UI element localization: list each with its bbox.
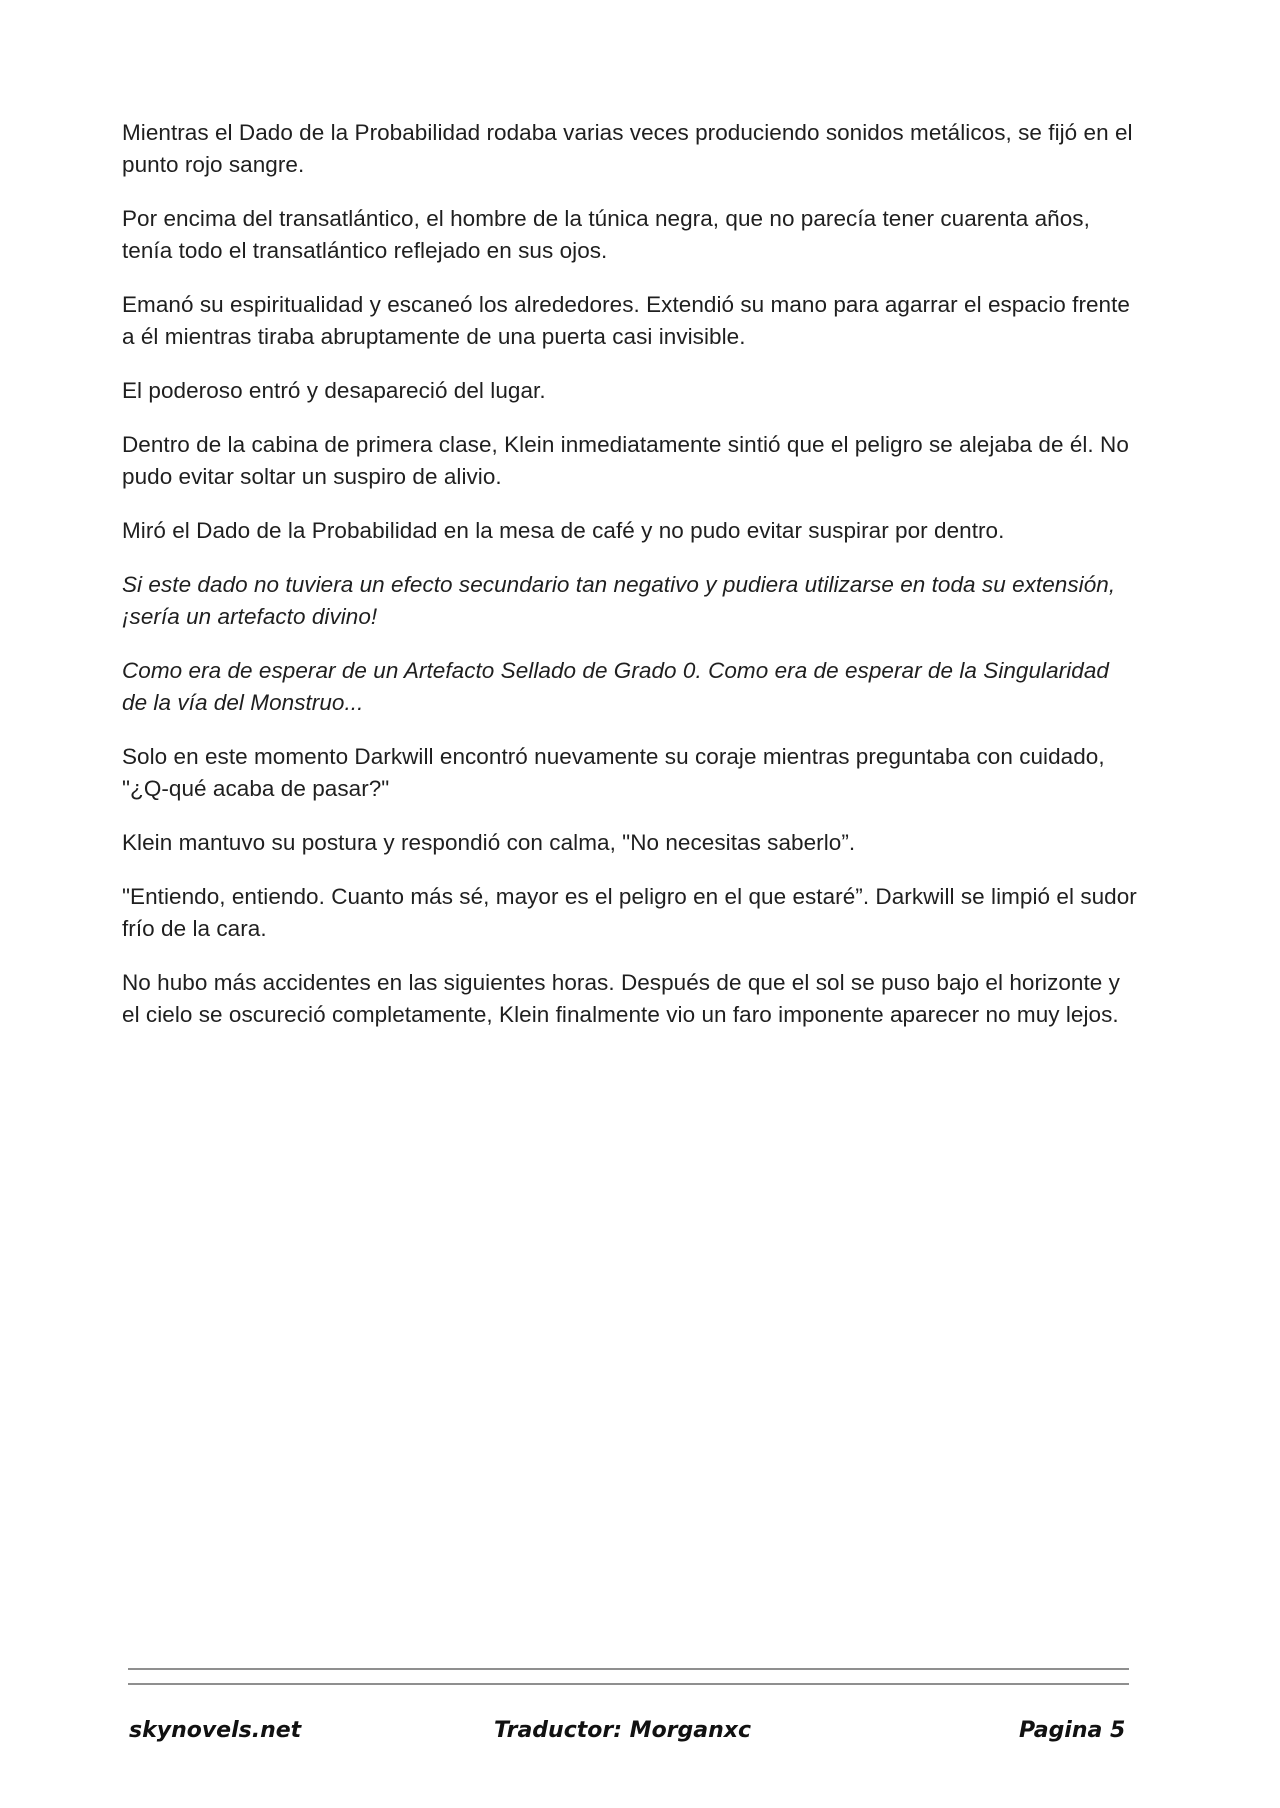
footer-page-number: Pagina 5 — [1019, 1718, 1126, 1743]
paragraph: "Entiendo, entiendo. Cuanto más sé, mayor es el peligro en el que estaré”. Darkwill se limpió el sudor frío de la cara. — [122, 884, 1137, 941]
paragraph: No hubo más accidentes en las siguientes horas. Después de que el sol se puso bajo el horizonte y el cielo se oscureció completamente, Klein finalmente vio un faro imponente aparecer no muy lejos. — [122, 970, 1120, 1027]
paragraph: Mientras el Dado de la Probabilidad rodaba varias veces produciendo sonidos metálicos, se fijó en el punto rojo sangre. — [122, 120, 1133, 177]
footer-divider-bottom — [128, 1683, 1129, 1685]
footer-translator: Traductor: Morganxc — [494, 1718, 752, 1743]
footer-site-name: skynovels.net — [129, 1718, 302, 1743]
paragraph: Solo en este momento Darkwill encontró nuevamente su coraje mientras preguntaba con cuidado, "¿Q-qué acaba de pasar?" — [122, 744, 1105, 801]
paragraph: Dentro de la cabina de primera clase, Klein inmediatamente sintió que el peligro se alejaba de él. No pudo evitar soltar un suspiro de alivio. — [122, 432, 1129, 489]
paragraph: Miró el Dado de la Probabilidad en la mesa de café y no pudo evitar suspirar por dentro. — [122, 518, 1005, 543]
paragraph: Emanó su espiritualidad y escaneó los alrededores. Extendió su mano para agarrar el espacio frente a él mientras tiraba abruptamente de una puerta casi invisible. — [122, 292, 1130, 349]
paragraph: El poderoso entró y desapareció del lugar. — [122, 378, 546, 403]
document-body — [122, 117, 1137, 1053]
paragraph: Por encima del transatlántico, el hombre de la túnica negra, que no parecía tener cuarenta años, tenía todo el transatlántico reflejado en sus ojos. — [122, 206, 1090, 263]
paragraph-thought: Si este dado no tuviera un efecto secundario tan negativo y pudiera utilizarse en toda su extensión, ¡sería un artefacto divino! — [122, 572, 1116, 629]
paragraph: Klein mantuvo su postura y respondió con calma, "No necesitas saberlo”. — [122, 830, 856, 855]
paragraph-thought: Como era de esperar de un Artefacto Sellado de Grado 0. Como era de esperar de la Singularidad de la vía del Monstruo... — [122, 658, 1109, 715]
footer-divider-top — [128, 1668, 1129, 1670]
